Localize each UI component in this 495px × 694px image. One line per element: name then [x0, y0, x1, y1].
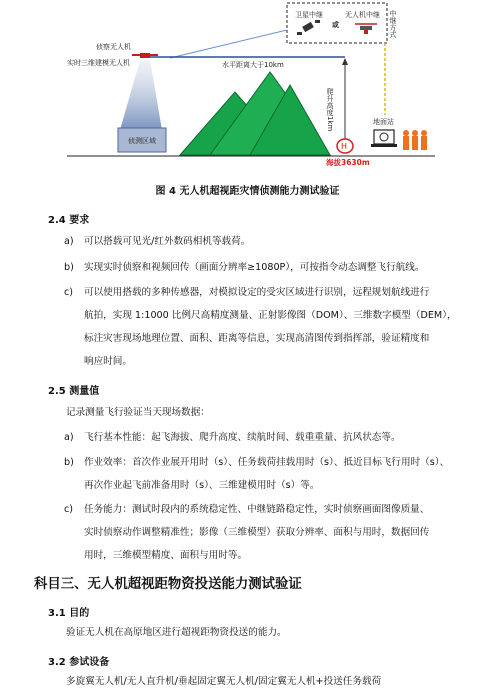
list-marker: b): [64, 457, 74, 468]
climb-label: 爬升高度1km: [326, 88, 334, 132]
list-item-text: 航拍，实现 1:1000 比例尺高精度测量、正射影像图（DOM）、三维数字模型（DEM），: [84, 310, 457, 321]
list-item-text: 实现实时侦察和视频回传（画面分辨率≥1080P），可按指令动态调整飞行航线。: [84, 262, 425, 273]
relay-box-uav-label: 无人机中继: [345, 11, 380, 19]
list-item-text: 飞行基本性能：起飞海拔、爬升高度、续航时间、载重重量、抗风状态等。: [84, 432, 401, 443]
section-3-2-heading: 3.2 参试设备: [48, 657, 110, 668]
ground-station-label: 地面站: [373, 118, 394, 126]
list-marker: a): [64, 236, 74, 247]
list-item-text: 可以搭载可见光/红外数码相机等载荷。: [84, 236, 251, 247]
list-item-text: 可以使用搭载的多种传感器，对模拟设定的受灾区域进行识别，远程规划航线进行: [84, 287, 430, 298]
relay-mode-label: 中继方式: [389, 10, 397, 38]
relay-box-satellite-label: 卫星中继: [295, 11, 323, 19]
list-marker: c): [64, 504, 74, 515]
list-marker: a): [64, 432, 74, 443]
list-item-text: 实时侦察动作调整精准性；影像（三维模型）获取分辨率、面积与用时，数据回传: [84, 527, 430, 538]
link-drone-to-relay: [170, 30, 287, 58]
list-item-text: 响应时间。: [84, 356, 132, 367]
relay-uav-icon: [355, 24, 377, 34]
mountains: [180, 72, 330, 155]
figure-caption: 图 4 无人机超视距灾情侦测能力测试验证: [155, 186, 340, 197]
distance-label: 水平距离大于10km: [222, 61, 284, 69]
section-2-4-heading: 2.4 要求: [48, 215, 90, 226]
relay-box-or-label: 或: [332, 21, 339, 29]
subject-3-title: 科目三、无人机超视距物资投送能力测试验证: [34, 577, 302, 592]
drone-label-recon: 侦察无人机: [96, 43, 131, 51]
list-item-text: 作业效率：首次作业展开用时（s）、任务载荷挂载用时（s）、抵近目标飞行用时（s）、: [84, 457, 450, 468]
helipad-icon: [337, 139, 353, 153]
svg-text:H: H: [341, 142, 348, 151]
camera-beam: [120, 60, 162, 130]
section-3-2-text: 多旋翼无人机/无人直升机/垂起固定翼无人机/固定翼无人机+投送任务载荷: [66, 676, 382, 687]
drone-label-3d: 实时三维建模无人机: [67, 59, 130, 67]
satellite-icon: [297, 20, 320, 35]
list-marker: b): [64, 262, 74, 273]
list-item-text: 用时，三维模型精度、面积与用时等。: [84, 550, 248, 561]
section-3-1-heading: 3.1 目的: [48, 608, 90, 619]
list-item-text: 标注灾害现场地理位置、面积、距离等信息，实现高清图传到指挥部，验证精度和: [84, 333, 430, 344]
people-icon: [403, 130, 427, 150]
section-2-5-intro: 记录测量飞行验证当天现场数据：: [66, 407, 210, 418]
section-3-1-text: 验证无人机在高原地区进行超视距物资投送的能力。: [66, 627, 287, 638]
detection-area-label: 侦测区域: [128, 137, 156, 145]
list-item-text: 任务能力：测试时段内的系统稳定性、中继链路稳定性，实时侦察画面图像质量、: [84, 504, 430, 515]
figure-diagram: [0, 0, 495, 175]
section-2-5-heading: 2.5 测量值: [48, 386, 100, 397]
list-marker: c): [64, 287, 74, 298]
altitude-label: 海拔3630m: [326, 158, 370, 167]
list-item-text: 再次作业起飞前准备用时（s）、三维建模用时（s）等。: [84, 480, 320, 491]
ground-station-icon: [371, 130, 397, 147]
